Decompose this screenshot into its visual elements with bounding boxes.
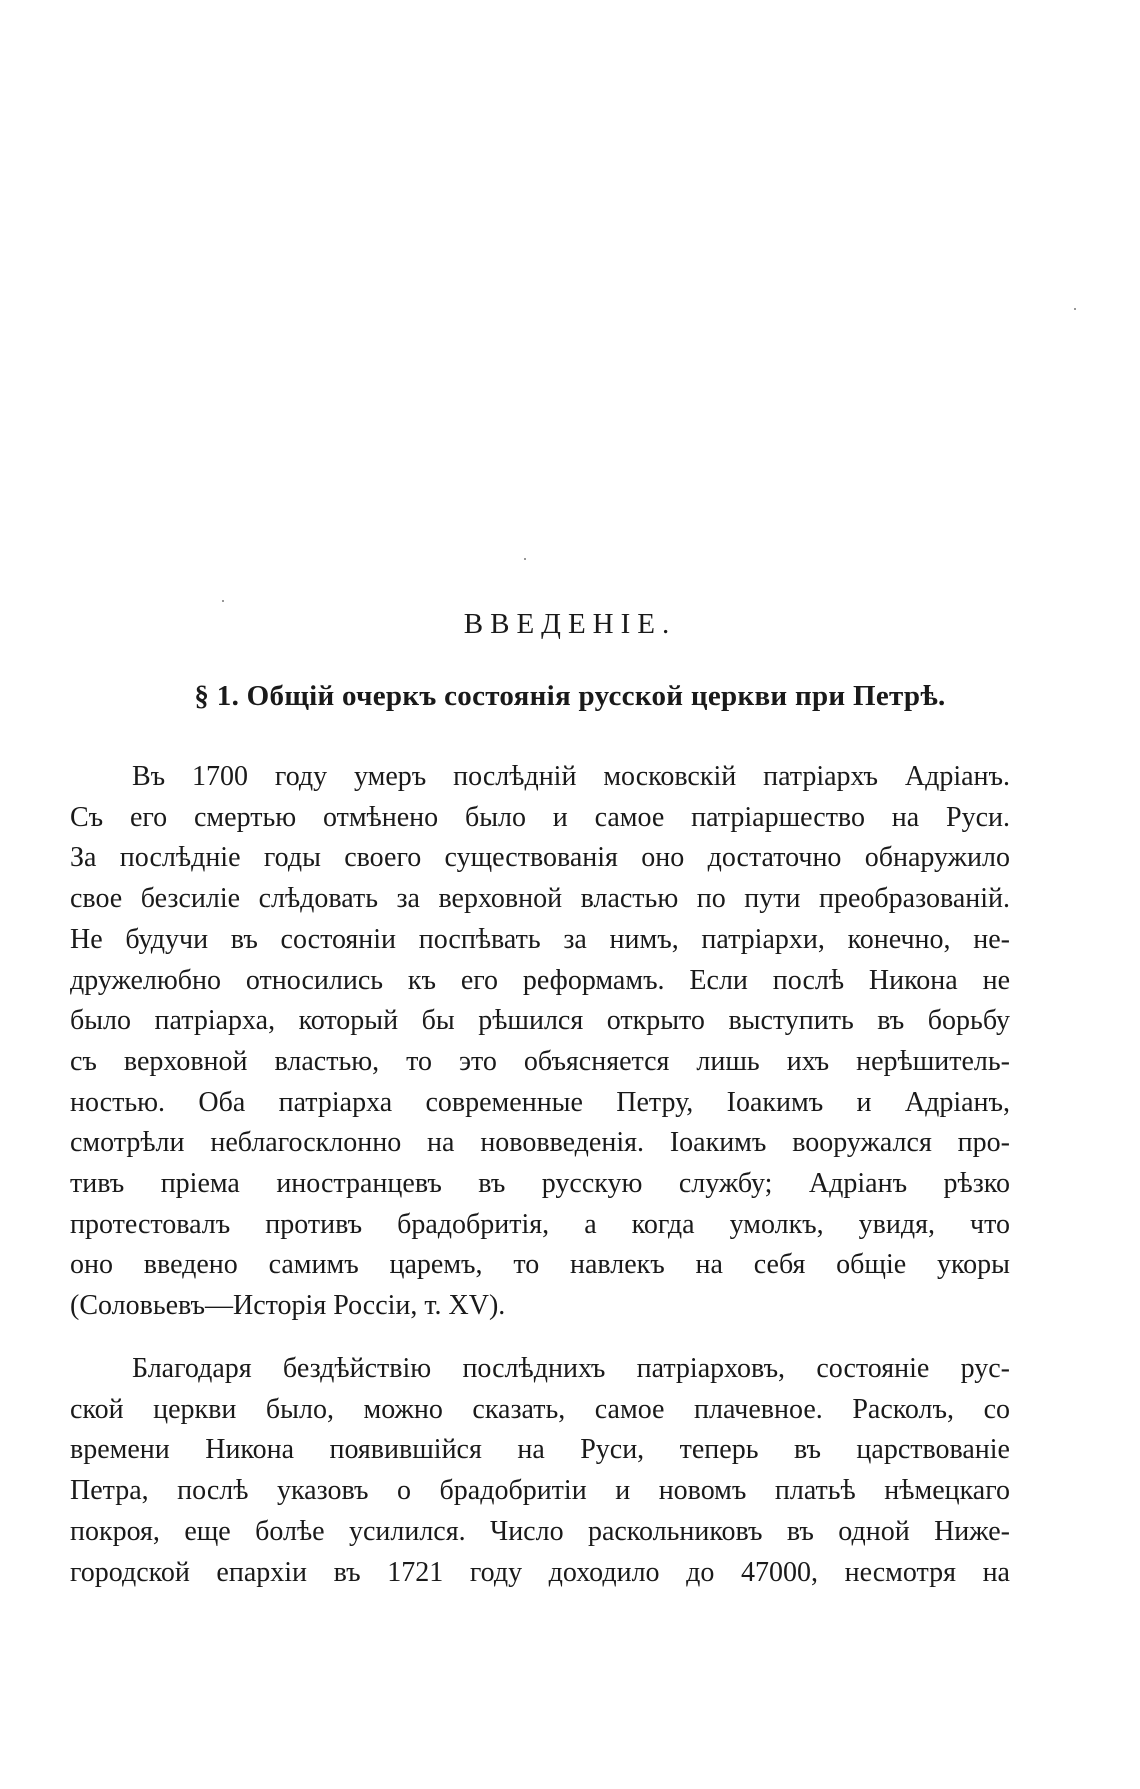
paragraph-1 [70, 757, 1010, 1327]
scan-speck [222, 600, 224, 602]
text-line: Петра, послѣ указовъ о брадобритіи и новомъ платьѣ нѣмецкаго [70, 1475, 1010, 1507]
text-line: дружелюбно относились къ его реформамъ. Если послѣ Никона не [70, 964, 1010, 996]
paragraph-2 [70, 1349, 1010, 1593]
text-line: (Соловьевъ—Исторія Россіи, т. XV). [70, 1290, 506, 1322]
text-line: смотрѣли неблагосклонно на нововведенія. Іоакимъ вооружался про- [70, 1127, 1010, 1159]
text-line: За послѣдніе годы своего существованія оно достаточно обнаружило [70, 842, 1010, 874]
text-line: тивъ пріема иностранцевъ въ русскую службу; Адріанъ рѣзко [70, 1168, 1010, 1200]
text-line: времени Никона появившійся на Руси, теперь въ царствованіе [70, 1434, 1010, 1466]
text-line: свое безсиліе слѣдовать за верховной властью по пути преобразованій. [70, 883, 1010, 915]
section-title: § 1. Общій очеркъ состоянія русской церкви при Петрѣ. [194, 680, 946, 712]
text-line: Не будучи въ состояніи поспѣвать за нимъ, патріархи, конечно, не- [70, 923, 1010, 955]
text-line: Съ его смертью отмѣнено было и самое патріаршество на Руси. [70, 801, 1010, 833]
scan-speck [1074, 308, 1076, 310]
text-line: Благодаря бездѣйствію послѣднихъ патріарховъ, состояніе рус- [132, 1353, 1010, 1384]
text-line: Въ 1700 году умеръ послѣдній московскій патріархъ Адріанъ. [132, 761, 1010, 792]
chapter-heading: ВВЕДЕНІЕ. [463, 608, 677, 640]
text-line: оно введено самимъ царемъ, то навлекъ на себя общіе укоры [70, 1249, 1010, 1281]
text-line: съ верховной властью, то это объясняется лишь ихъ нерѣшитель- [70, 1045, 1010, 1077]
text-line: ностью. Оба патріарха современные Петру, Іоакимъ и Адріанъ, [70, 1086, 1010, 1118]
text-line: городской епархіи въ 1721 году доходило до 47000, несмотря на [70, 1556, 1010, 1588]
text-line: было патріарха, который бы рѣшился открыто выступить въ борьбу [70, 1005, 1010, 1037]
text-line: ской церкви было, можно сказать, самое плачевное. Расколъ, со [70, 1393, 1010, 1425]
text-line: покроя, еще болѣе усилился. Число раскольниковъ въ одной Ниже- [70, 1515, 1010, 1547]
scan-speck [524, 558, 526, 560]
text-line: протестовалъ противъ брадобритія, а когда умолкъ, увидя, что [70, 1208, 1010, 1240]
